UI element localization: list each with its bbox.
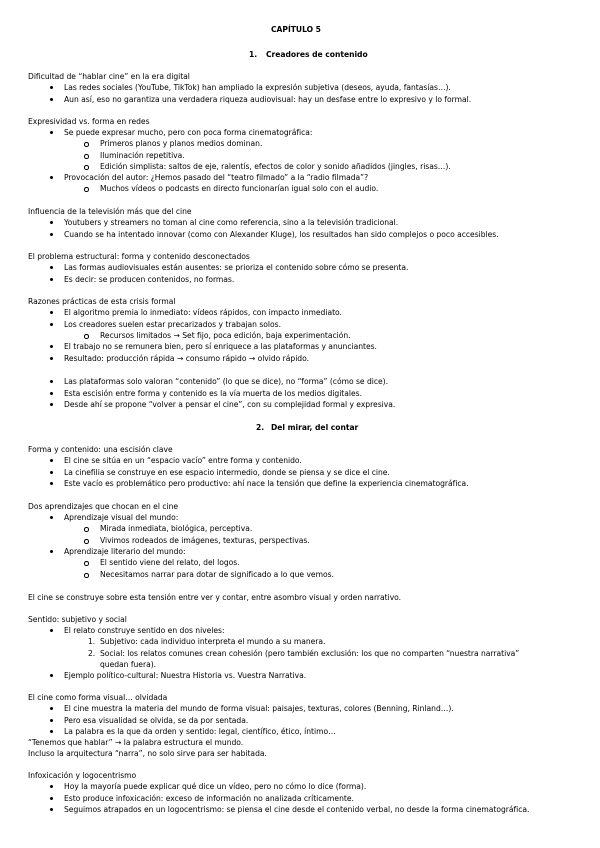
list-item: El cine se sitúa en un “espacio vacío” entre forma y contenido. — [64, 456, 302, 465]
section-title: Creadores de contenido — [266, 50, 368, 59]
list-item: Las formas audiovisuales están ausentes: se prioriza el contenido sobre cómo se presenta. — [64, 263, 409, 272]
list-item: Social: los relatos comunes crean cohesión (pero también exclusión: los que no comparten “nuestra narrativa” — [100, 649, 520, 658]
bullet-icon — [50, 86, 53, 89]
circle-bullet-icon — [84, 142, 89, 147]
list-item: Edición simplista: saltos de eje, ralentís, efectos de color y sonido añadidos (jingles, risas…). — [100, 162, 451, 171]
list-item: Muchos vídeos o podcasts en directo funcionarían igual solo con el audio. — [100, 184, 379, 193]
bullet-icon — [50, 98, 53, 101]
bullet-icon — [50, 311, 53, 314]
bullet-icon — [50, 707, 53, 710]
list-item: Cuando se ha intentado innovar (como con Alexander Kluge), los resultados han sido complejos o poco accesibles. — [64, 230, 499, 239]
list-item: Las plataformas solo valoran “contenido” (lo que se dice), no “forma” (cómo se dice). — [64, 377, 388, 386]
bullet-icon — [50, 471, 53, 474]
circle-bullet-icon — [84, 561, 89, 566]
bullet-icon — [50, 719, 53, 722]
block-heading: Sentido: subjetivo y social — [28, 615, 127, 624]
bullet-icon — [50, 516, 53, 519]
block-heading: Dificultad de “hablar cine” en la era digital — [28, 72, 190, 81]
list-item: Primeros planos y planos medios dominan. — [100, 139, 263, 148]
list-item: El sentido viene del relato, del logos. — [100, 558, 240, 567]
section-number: 1. — [249, 50, 258, 59]
bullet-icon — [50, 221, 53, 224]
list-item: Seguimos atrapados en un logocentrismo: se piensa el cine desde el contenido verbal, no desde la forma cinematográfica. — [64, 805, 530, 814]
list-item: Necesitamos narrar para dotar de significado a lo que vemos. — [100, 570, 334, 579]
list-number: 1. — [88, 637, 96, 646]
list-item: Esto produce infoxicación: exceso de información no analizada críticamente. — [64, 794, 354, 803]
bullet-icon — [50, 808, 53, 811]
list-item: Es decir: se producen contenidos, no formas. — [64, 275, 235, 284]
block-heading: El cine como forma visual… olvidada — [28, 693, 168, 702]
list-item: La cinefilia se construye en ese espacio intermedio, donde se piensa y se dice el cine. — [64, 468, 390, 477]
list-item: Aprendizaje literario del mundo: — [64, 547, 186, 556]
circle-bullet-icon — [84, 527, 89, 532]
bullet-icon — [50, 797, 53, 800]
circle-bullet-icon — [84, 187, 89, 192]
list-item: El trabajo no se remunera bien, pero sí enriquece a las plataformas y anunciantes. — [64, 342, 377, 351]
bullet-icon — [50, 176, 53, 179]
bullet-icon — [50, 674, 53, 677]
list-item: Pero esa visualidad se olvida, se da por sentada. — [64, 716, 249, 725]
bullet-icon — [50, 233, 53, 236]
list-item-continuation: quedan fuera). — [100, 660, 157, 669]
bullet-icon — [50, 357, 53, 360]
paragraph: El cine se construye sobre esta tensión entre ver y contar, entre asombro visual y orden narrativo. — [28, 593, 402, 602]
bullet-icon — [50, 785, 53, 788]
section-number: 2. — [256, 423, 265, 432]
list-item: Youtubers y streamers no toman al cine como referencia, sino a la televisión tradicional. — [64, 218, 399, 227]
bullet-icon — [50, 278, 53, 281]
paragraph: Incluso la arquitectura “narra”, no solo sirve para ser habitada. — [28, 749, 267, 758]
list-item: Resultado: producción rápida → consumo rápido → olvido rápido. — [64, 354, 309, 363]
list-item: El algoritmo premia lo inmediato: vídeos rápidos, con impacto inmediato. — [64, 308, 342, 317]
list-item: Desde ahí se propone “volver a pensar el cine”, con su complejidad formal y expresiva. — [64, 400, 396, 409]
list-item: Las redes sociales (YouTube, TikTok) han ampliado la expresión subjetiva (deseos, ayuda, fantasías…). — [64, 83, 451, 92]
bullet-icon — [50, 266, 53, 269]
bullet-icon — [50, 345, 53, 348]
list-item: La palabra es la que da orden y sentido: legal, científico, ético, íntimo… — [64, 727, 336, 736]
bullet-icon — [50, 459, 53, 462]
list-item: Iluminación repetitiva. — [100, 151, 185, 160]
block-heading: Razones prácticas de esta crisis formal — [28, 297, 176, 306]
list-item: Mirada inmediata, biológica, perceptiva. — [100, 524, 253, 533]
list-item: Subjetivo: cada individuo interpreta el mundo a su manera. — [100, 637, 326, 646]
circle-bullet-icon — [84, 165, 89, 170]
block-heading: Expresividad vs. forma en redes — [28, 117, 150, 126]
block-heading: Infoxicación y logocentrismo — [28, 771, 137, 780]
chapter-title: CAPÍTULO 5 — [271, 25, 321, 34]
block-heading: Dos aprendizajes que chocan en el cine — [28, 502, 179, 511]
list-item: Recursos limitados → Set fijo, poca edición, baja experimentación. — [100, 331, 351, 340]
list-item: Ejemplo político-cultural: Nuestra Historia vs. Vuestra Narrativa. — [64, 671, 307, 680]
bullet-icon — [50, 380, 53, 383]
paragraph: “Tenemos que hablar” → la palabra estructura el mundo. — [28, 738, 244, 747]
list-item: El relato construye sentido en dos niveles: — [64, 626, 225, 635]
list-item: Este vacío es problemático pero productivo: ahí nace la tensión que define la experiencia cinematográfica. — [64, 479, 469, 488]
block-heading: Influencia de la televisión más que del cine — [28, 207, 192, 216]
list-item: Aun así, eso no garantiza una verdadera riqueza audiovisual: hay un desfase entre lo expresivo y lo formal. — [64, 95, 472, 104]
list-item: Vivimos rodeados de imágenes, texturas, perspectivas. — [100, 536, 310, 545]
bullet-icon — [50, 629, 53, 632]
circle-bullet-icon — [84, 334, 89, 339]
list-item: El cine muestra la materia del mundo de forma visual: paisajes, texturas, colores (Benning, Rinland…). — [64, 704, 454, 713]
bullet-icon — [50, 392, 53, 395]
section-title: Del mirar, del contar — [271, 423, 359, 432]
block-heading: El problema estructural: forma y contenido desconectados — [28, 252, 250, 261]
circle-bullet-icon — [84, 539, 89, 544]
bullet-icon — [50, 323, 53, 326]
bullet-icon — [50, 550, 53, 553]
list-item: Provocación del autor: ¿Hemos pasado del “teatro filmado” a la “radio filmada”? — [64, 173, 369, 182]
circle-bullet-icon — [84, 573, 89, 578]
bullet-icon — [50, 730, 53, 733]
list-item: Los creadores suelen estar precarizados y trabajan solos. — [64, 320, 281, 329]
block-heading: Forma y contenido: una escisión clave — [28, 445, 173, 454]
bullet-icon — [50, 131, 53, 134]
list-item: Aprendizaje visual del mundo: — [64, 513, 179, 522]
list-item: Hoy la mayoría puede explicar qué dice un vídeo, pero no cómo lo dice (forma). — [64, 782, 367, 791]
list-number: 2. — [88, 649, 96, 658]
circle-bullet-icon — [84, 154, 89, 159]
bullet-icon — [50, 403, 53, 406]
list-item: Se puede expresar mucho, pero con poca forma cinematográfica: — [64, 128, 313, 137]
bullet-icon — [50, 482, 53, 485]
list-item: Esta escisión entre forma y contenido es la vía muerta de los medios digitales. — [64, 389, 362, 398]
